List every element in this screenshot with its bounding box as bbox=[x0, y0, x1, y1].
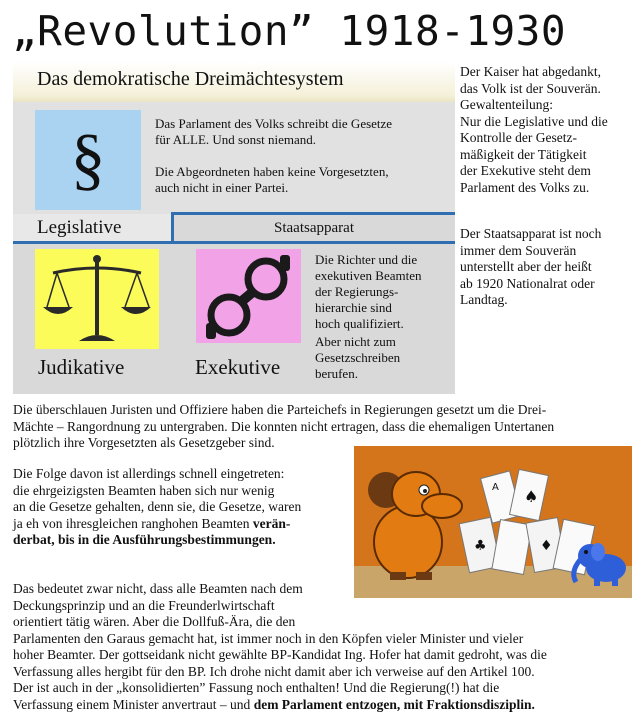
text-line: ab 1920 Nationalrat oder bbox=[460, 275, 595, 291]
legislative-text-1 bbox=[155, 116, 445, 148]
bold-text: dem Parlament entzogen, mit Fraktionsdisziplin. bbox=[253, 696, 535, 712]
text-line: unterstellt aber der heißt bbox=[460, 259, 592, 274]
text-line: Verfassung alles hergibt für den BP. Ich drohe nicht damit aber ich verweise auf den Artikel 100. bbox=[13, 663, 535, 679]
text-line: orientiert tätig wären. Aber die Dollfuß-Ära, die den bbox=[13, 614, 296, 629]
text-line: hierarchie sind bbox=[315, 300, 392, 315]
side-text-2 bbox=[460, 226, 638, 309]
card-club-label: ♣ bbox=[474, 538, 487, 554]
body-paragraph-3 bbox=[13, 581, 631, 713]
text-line: der Exekutive steht dem bbox=[460, 163, 591, 178]
text-line: Kontrolle der Gesetz- bbox=[460, 130, 577, 145]
legislative-box bbox=[35, 110, 141, 210]
diagram-heading: Das demokratische Dreimächtesystem bbox=[37, 68, 344, 90]
body-paragraph-2 bbox=[13, 466, 335, 549]
text-line: Nur die Legislative und die bbox=[460, 113, 608, 129]
text-line: mäßigkeit der Tätigkeit bbox=[460, 146, 587, 162]
exekutive-label: Exekutive bbox=[195, 355, 281, 379]
card-spade-label: ♠ bbox=[524, 487, 539, 506]
page-title: „Revolution” 1918-1930 bbox=[12, 7, 567, 55]
text-line: Mächte – Rangordnung zu untergraben. Die konnten nicht ertragen, dass die ehemaligen Untertanen bbox=[13, 418, 555, 434]
text-line: Gesetzschreiben bbox=[315, 350, 401, 365]
text-line: Das bedeutet zwar nicht, dass alle Beamten nach dem bbox=[13, 581, 303, 596]
body-paragraph-1 bbox=[13, 402, 631, 452]
legislative-label: Legislative bbox=[37, 217, 122, 238]
three-powers-diagram bbox=[13, 62, 455, 394]
judikative-label: Judikative bbox=[38, 355, 125, 379]
card-diamond-label: ♦ bbox=[540, 538, 553, 554]
exekutive-text-1 bbox=[315, 252, 451, 332]
text-line: Deckungsprinzip und an die Freunderlwirtschaft bbox=[13, 597, 275, 613]
text-line: Die Abgeordneten haben keine Vorgesetzten, bbox=[155, 164, 389, 179]
text-line: Landtag. bbox=[460, 292, 508, 307]
text-line: plötzlich ihre Vorgesetzten als Gesetzgeber sind. bbox=[13, 435, 275, 450]
legislative-text-2 bbox=[155, 164, 445, 196]
text-line: hoher Beamter. Der gottseidank nicht gewählte BP-Kandidat Ing. Hofer hat damit gedroht, was die bbox=[13, 647, 547, 662]
text-line bbox=[13, 532, 335, 549]
text-line: Der Staatsapparat ist noch bbox=[460, 226, 602, 241]
text-line: die ehrgeizigsten Beamten haben sich nur wenig bbox=[13, 482, 275, 498]
side-text-1 bbox=[460, 64, 638, 196]
text-line: Gewaltenteilung: bbox=[460, 97, 553, 112]
text-line bbox=[13, 697, 631, 714]
text-line: Parlamenten den Garaus gemacht hat, ist immer noch in den Köpfen vieler Minister und vieler bbox=[13, 630, 524, 646]
bold-text: derbat, bis in die Ausführungsbestimmungen. bbox=[13, 532, 276, 547]
text-line bbox=[13, 516, 335, 533]
text-line: für ALLE. Und sonst niemand. bbox=[155, 132, 317, 147]
exekutive-box bbox=[196, 249, 301, 343]
text-line: das Volk ist der Souverän. bbox=[460, 80, 601, 96]
text-line: Der ist auch in der „konsolidierten” Fassung noch enthalten! Und die Regierung(!) hat die bbox=[13, 680, 500, 695]
text-line: Aber nicht zum bbox=[315, 334, 396, 349]
card-ace-label: A bbox=[492, 482, 499, 493]
text-line: Die Folge davon ist allerdings schnell eingetreten: bbox=[13, 466, 285, 481]
text-line: exekutiven Beamten bbox=[315, 268, 422, 283]
divider-line bbox=[13, 241, 455, 244]
scales-of-justice-icon bbox=[35, 249, 159, 349]
bold-text: verän- bbox=[252, 515, 291, 531]
text-line: Der Kaiser hat abgedankt, bbox=[460, 64, 601, 79]
staatsapparat-label: Staatsapparat bbox=[274, 220, 354, 236]
handcuffs-icon bbox=[196, 249, 301, 343]
illustration bbox=[354, 446, 632, 598]
text-line: Die überschlauen Juristen und Offiziere haben die Parteichefs in Regierungen gesetzt um die Drei- bbox=[13, 402, 547, 417]
text-line: auch nicht in einer Partei. bbox=[155, 180, 289, 195]
text-segment: Verfassung einem Minister anvertraut – und bbox=[13, 696, 251, 712]
text-line: immer dem Souverän bbox=[460, 242, 577, 258]
judikative-box bbox=[35, 249, 159, 349]
text-line: Die Richter und die bbox=[315, 252, 418, 267]
text-line: der Regierungs- bbox=[315, 284, 399, 299]
mouse-card-house-icon bbox=[354, 446, 632, 598]
text-line: Das Parlament des Volks schreibt die Gesetze bbox=[155, 116, 393, 131]
text-line: Parlament des Volks zu. bbox=[460, 179, 590, 195]
text-line: berufen. bbox=[315, 366, 358, 381]
text-segment: ja eh von ihresgleichen ranghohen Beamten bbox=[13, 515, 250, 531]
paragraph-icon: § bbox=[70, 121, 106, 198]
text-line: an die Gesetze gehalten, denn sie, die Gesetze, waren bbox=[13, 499, 302, 514]
text-line: hoch qualifiziert. bbox=[315, 316, 404, 331]
exekutive-text-2 bbox=[315, 334, 451, 382]
